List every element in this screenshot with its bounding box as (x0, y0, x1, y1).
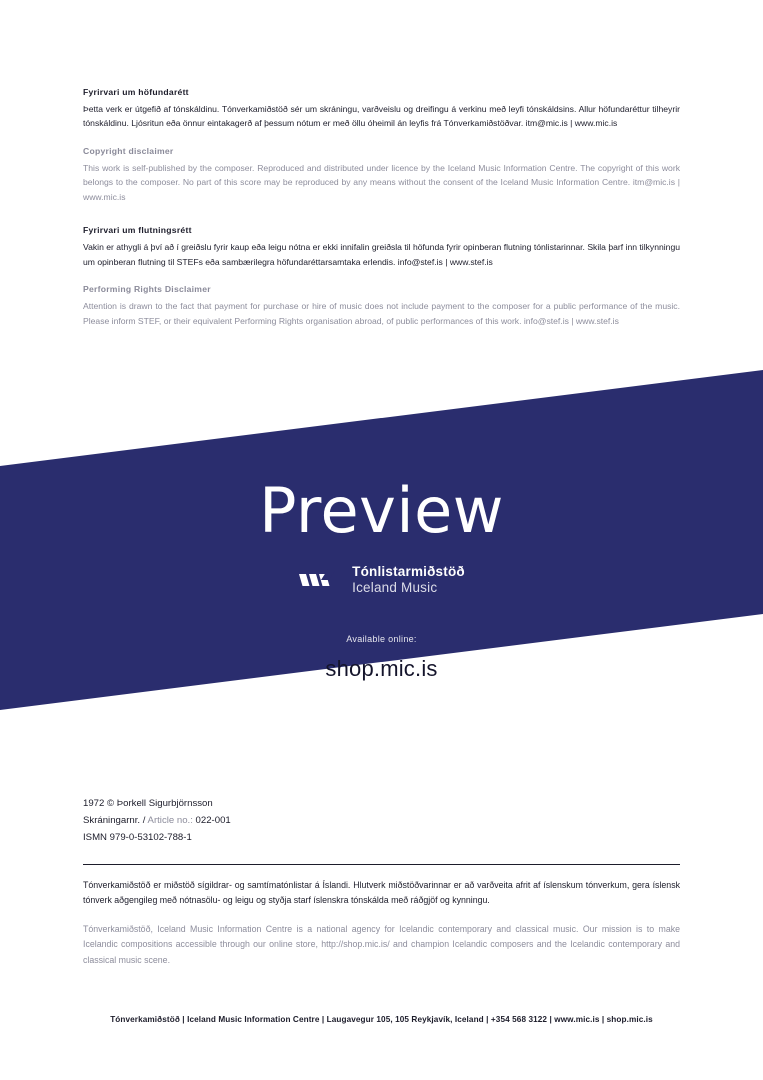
ismn-line: ISMN 979-0-53102-788-1 (83, 831, 192, 843)
about-english: Tónverkamiðstöð, Iceland Music Information Centre is a national agency for Icelandic contemporary and classical music. Our mission is to make Icelandic compositions accessible through our online store, http://shop.mic.is/ and champion Icelandic composers and the Icelandic contemporary and classical music scene. (83, 924, 680, 965)
article-label-is: Skráningarnr. / (83, 814, 146, 826)
legal-disclaimers (83, 86, 680, 328)
about-icelandic: Tónverkamiðstöð er miðstöð sígildrar- og samtímatónlistar á Íslandi. Hlutverk miðstöðvarinnar er að varðveita afrit af íslenskum tónverkum, gera íslensk tónverk aðgengileg með nótnasölu- og leigu og styðja starf íslenskra tónskálda með ráðgjöf og kynningu. (83, 880, 680, 906)
legal-heading: Fyrirvari um höfundarétt (83, 87, 189, 97)
shop-url[interactable]: shop.mic.is (325, 656, 438, 681)
legal-heading: Fyrirvari um flutningsrétt (83, 225, 192, 236)
legal-heading: Performing Rights Disclaimer (83, 284, 211, 295)
legal-section-performing-is (83, 224, 680, 269)
legal-section-copyright-en (83, 145, 680, 204)
copyright-line: 1972 © Þorkell Sigurbjörnsson (83, 798, 213, 809)
section-divider (83, 864, 680, 865)
legal-body: Attention is drawn to the fact that payment for purchase or hire of music does not include payment to the composer for a public performance of the music. Please inform STEF, or their equivalent Performing Rights organisation abroad, of public performances of this work. info@stef.is | www.stef.is (83, 301, 680, 326)
available-online-label: Available online: (346, 634, 417, 644)
article-label-en: Article no.: (147, 814, 193, 826)
about-section (83, 878, 680, 982)
legal-section-copyright-is (83, 86, 680, 131)
brand-name-is: Tónlistarmiðstöð (352, 564, 465, 579)
article-number-value: 022-001 (195, 814, 231, 826)
legal-body: Vakin er athygli á því að í greiðslu fyrir kaup eða leigu nótna er ekki innifalin greiðsla til höfunda fyrir opinberan flutning tónlistarinnar. Skila þarf inn tilkynningu um opinberan flutning til STEFs eða sambærilegra höfundaréttarsamtaka erlendis. info@stef.is | www.stef.is (83, 242, 680, 267)
legal-body: Þetta verk er útgefið af tónskáldinu. Tónverkamiðstöð sér um skráningu, varðveislu og dreifingu á verkinu með leyfi tónskáldsins. Allur höfundaréttur tilheyrir tónskáldinu. Ljósritun eða önnur eintakagerð af þessum nótum er með öllu óheimil án leyfis frá Tónverkamiðstöðvar. itm@mic.is | www.mic.is (83, 104, 680, 129)
preview-watermark: Preview (259, 474, 504, 547)
page-footer: Tónverkamiðstöð | Iceland Music Information Centre | Laugavegur 105, 105 Reykjavík, Iceland | +354 568 3122 | www.mic.is | shop.mic.is (110, 1015, 653, 1024)
catalog-info (83, 796, 683, 846)
legal-body: This work is self-published by the composer. Reproduced and distributed under licence by the Iceland Music Information Centre. The copyright of this work belongs to the composer. No part of this score may be reproduced by any means without the consent of the Iceland Music Information Centre. itm@mic.is | www.mic.is (83, 162, 680, 202)
legal-section-performing-en (83, 283, 680, 328)
legal-heading: Copyright disclaimer (83, 145, 174, 156)
brand-name-en: Iceland Music (352, 579, 438, 595)
article-number-line (83, 813, 683, 830)
